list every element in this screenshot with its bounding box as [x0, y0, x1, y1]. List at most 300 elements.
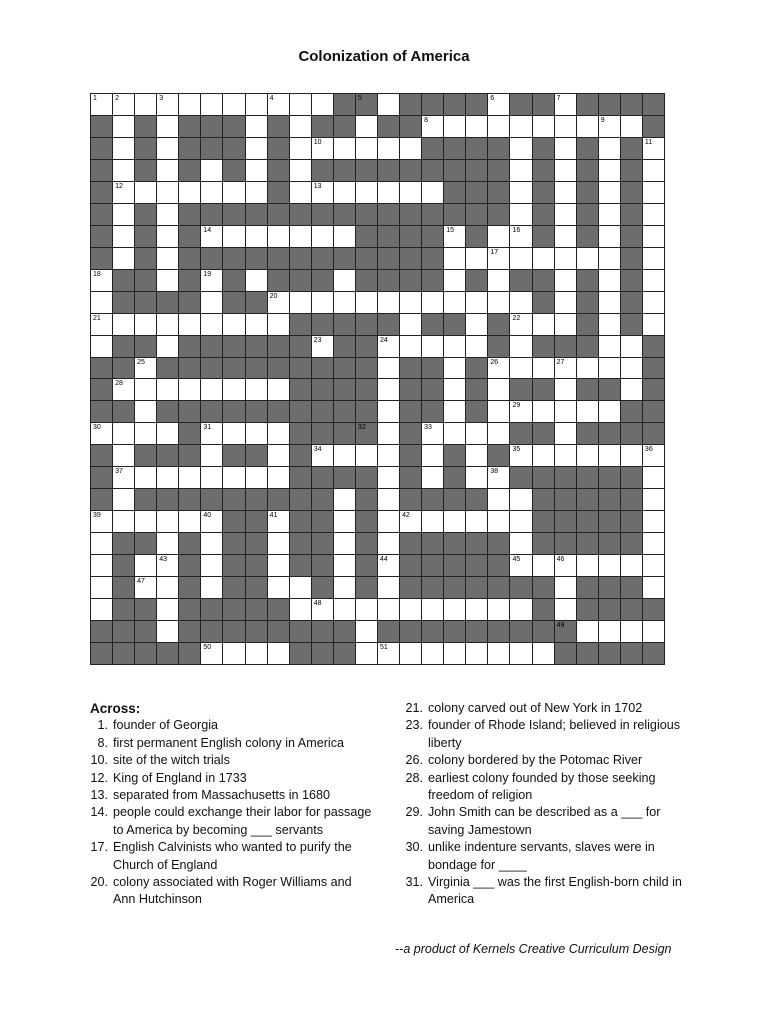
- crossword-cell[interactable]: [444, 292, 465, 313]
- crossword-cell[interactable]: [422, 445, 443, 466]
- crossword-cell[interactable]: [422, 336, 443, 357]
- crossword-cell[interactable]: [268, 511, 289, 532]
- crossword-cell[interactable]: [268, 445, 289, 466]
- crossword-cell[interactable]: [290, 182, 311, 203]
- crossword-cell[interactable]: [290, 116, 311, 137]
- crossword-cell[interactable]: [91, 511, 112, 532]
- crossword-cell[interactable]: [91, 577, 112, 598]
- crossword-cell[interactable]: [246, 270, 267, 291]
- crossword-cell[interactable]: [510, 358, 531, 379]
- crossword-cell[interactable]: [488, 94, 509, 115]
- crossword-cell[interactable]: [643, 204, 664, 225]
- crossword-cell[interactable]: [444, 336, 465, 357]
- crossword-cell[interactable]: [643, 248, 664, 269]
- crossword-cell[interactable]: [533, 358, 554, 379]
- crossword-cell[interactable]: [268, 533, 289, 554]
- crossword-cell[interactable]: [533, 116, 554, 137]
- crossword-cell[interactable]: [599, 621, 620, 642]
- crossword-cell[interactable]: [510, 511, 531, 532]
- crossword-cell[interactable]: [599, 336, 620, 357]
- crossword-cell[interactable]: [201, 555, 222, 576]
- crossword-cell[interactable]: [444, 599, 465, 620]
- crossword-cell[interactable]: [422, 423, 443, 444]
- crossword-cell[interactable]: [599, 248, 620, 269]
- crossword-cell[interactable]: [135, 379, 156, 400]
- crossword-cell[interactable]: [599, 116, 620, 137]
- crossword-cell[interactable]: [223, 314, 244, 335]
- crossword-cell[interactable]: [444, 423, 465, 444]
- crossword-cell[interactable]: [157, 94, 178, 115]
- crossword-cell[interactable]: [179, 379, 200, 400]
- crossword-cell[interactable]: [643, 445, 664, 466]
- crossword-cell[interactable]: [157, 248, 178, 269]
- crossword-cell[interactable]: [201, 533, 222, 554]
- crossword-cell[interactable]: [510, 204, 531, 225]
- crossword-cell[interactable]: [334, 533, 355, 554]
- crossword-cell[interactable]: [599, 358, 620, 379]
- crossword-cell[interactable]: [113, 511, 134, 532]
- crossword-cell[interactable]: [378, 182, 399, 203]
- crossword-cell[interactable]: [577, 555, 598, 576]
- crossword-cell[interactable]: [113, 94, 134, 115]
- crossword-cell[interactable]: [488, 226, 509, 247]
- crossword-cell[interactable]: [621, 621, 642, 642]
- crossword-cell[interactable]: [378, 445, 399, 466]
- crossword-cell[interactable]: [400, 336, 421, 357]
- crossword-cell[interactable]: [268, 314, 289, 335]
- crossword-cell[interactable]: [290, 577, 311, 598]
- crossword-cell[interactable]: [135, 423, 156, 444]
- crossword-cell[interactable]: [466, 314, 487, 335]
- crossword-cell[interactable]: [334, 292, 355, 313]
- crossword-cell[interactable]: [157, 555, 178, 576]
- crossword-cell[interactable]: [113, 204, 134, 225]
- crossword-cell[interactable]: [621, 116, 642, 137]
- crossword-cell[interactable]: [555, 160, 576, 181]
- crossword-cell[interactable]: [488, 270, 509, 291]
- crossword-cell[interactable]: [135, 511, 156, 532]
- crossword-cell[interactable]: [643, 555, 664, 576]
- crossword-cell[interactable]: [466, 292, 487, 313]
- crossword-cell[interactable]: [510, 138, 531, 159]
- crossword-cell[interactable]: [533, 401, 554, 422]
- crossword-cell[interactable]: [201, 292, 222, 313]
- crossword-cell[interactable]: [555, 116, 576, 137]
- crossword-cell[interactable]: [356, 116, 377, 137]
- crossword-cell[interactable]: [113, 489, 134, 510]
- crossword-cell[interactable]: [488, 467, 509, 488]
- crossword-cell[interactable]: [201, 577, 222, 598]
- crossword-cell[interactable]: [400, 314, 421, 335]
- crossword-cell[interactable]: [312, 182, 333, 203]
- crossword-cell[interactable]: [643, 489, 664, 510]
- crossword-cell[interactable]: [643, 314, 664, 335]
- crossword-cell[interactable]: [334, 226, 355, 247]
- crossword-cell[interactable]: [599, 204, 620, 225]
- crossword-cell[interactable]: [113, 116, 134, 137]
- crossword-cell[interactable]: [157, 204, 178, 225]
- crossword-cell[interactable]: [91, 599, 112, 620]
- crossword-cell[interactable]: [268, 94, 289, 115]
- crossword-cell[interactable]: [643, 138, 664, 159]
- crossword-cell[interactable]: [577, 248, 598, 269]
- crossword-cell[interactable]: [555, 379, 576, 400]
- crossword-cell[interactable]: [223, 379, 244, 400]
- crossword-cell[interactable]: [356, 138, 377, 159]
- crossword-cell[interactable]: [643, 292, 664, 313]
- crossword-cell[interactable]: [246, 138, 267, 159]
- crossword-cell[interactable]: [510, 599, 531, 620]
- crossword-cell[interactable]: [599, 182, 620, 203]
- crossword-cell[interactable]: [488, 599, 509, 620]
- crossword-cell[interactable]: [268, 577, 289, 598]
- crossword-cell[interactable]: [201, 226, 222, 247]
- crossword-cell[interactable]: [643, 160, 664, 181]
- crossword-cell[interactable]: [113, 160, 134, 181]
- crossword-cell[interactable]: [510, 248, 531, 269]
- crossword-cell[interactable]: [621, 555, 642, 576]
- crossword-cell[interactable]: [533, 248, 554, 269]
- crossword-cell[interactable]: [555, 555, 576, 576]
- crossword-cell[interactable]: [246, 467, 267, 488]
- crossword-cell[interactable]: [157, 226, 178, 247]
- crossword-cell[interactable]: [223, 643, 244, 664]
- crossword-cell[interactable]: [555, 577, 576, 598]
- crossword-cell[interactable]: [643, 621, 664, 642]
- crossword-cell[interactable]: [290, 94, 311, 115]
- crossword-cell[interactable]: [223, 182, 244, 203]
- crossword-cell[interactable]: [91, 336, 112, 357]
- crossword-cell[interactable]: [577, 116, 598, 137]
- crossword-cell[interactable]: [157, 533, 178, 554]
- crossword-cell[interactable]: [201, 445, 222, 466]
- crossword-cell[interactable]: [113, 314, 134, 335]
- crossword-cell[interactable]: [246, 94, 267, 115]
- crossword-cell[interactable]: [135, 401, 156, 422]
- crossword-cell[interactable]: [246, 226, 267, 247]
- crossword-cell[interactable]: [135, 182, 156, 203]
- crossword-cell[interactable]: [400, 138, 421, 159]
- crossword-cell[interactable]: [510, 555, 531, 576]
- crossword-cell[interactable]: [643, 577, 664, 598]
- crossword-cell[interactable]: [466, 599, 487, 620]
- crossword-cell[interactable]: [577, 358, 598, 379]
- crossword-cell[interactable]: [135, 577, 156, 598]
- crossword-cell[interactable]: [246, 314, 267, 335]
- crossword-cell[interactable]: [201, 423, 222, 444]
- crossword-cell[interactable]: [533, 445, 554, 466]
- crossword-cell[interactable]: [157, 270, 178, 291]
- crossword-cell[interactable]: [643, 533, 664, 554]
- crossword-cell[interactable]: [378, 533, 399, 554]
- crossword-cell[interactable]: [91, 292, 112, 313]
- crossword-cell[interactable]: [466, 445, 487, 466]
- crossword-cell[interactable]: [334, 182, 355, 203]
- crossword-cell[interactable]: [466, 336, 487, 357]
- crossword-cell[interactable]: [422, 116, 443, 137]
- crossword-cell[interactable]: [533, 555, 554, 576]
- crossword-cell[interactable]: [643, 511, 664, 532]
- crossword-cell[interactable]: [510, 489, 531, 510]
- crossword-cell[interactable]: [466, 643, 487, 664]
- crossword-cell[interactable]: [312, 94, 333, 115]
- crossword-cell[interactable]: [113, 182, 134, 203]
- crossword-cell[interactable]: [334, 270, 355, 291]
- crossword-cell[interactable]: [400, 643, 421, 664]
- crossword-cell[interactable]: [113, 248, 134, 269]
- crossword-cell[interactable]: [555, 423, 576, 444]
- crossword-cell[interactable]: [290, 226, 311, 247]
- crossword-cell[interactable]: [179, 94, 200, 115]
- crossword-cell[interactable]: [621, 336, 642, 357]
- crossword-cell[interactable]: [201, 643, 222, 664]
- crossword-cell[interactable]: [400, 599, 421, 620]
- crossword-cell[interactable]: [157, 599, 178, 620]
- crossword-cell[interactable]: [290, 138, 311, 159]
- crossword-cell[interactable]: [599, 226, 620, 247]
- crossword-cell[interactable]: [599, 292, 620, 313]
- crossword-cell[interactable]: [91, 555, 112, 576]
- crossword-cell[interactable]: [113, 445, 134, 466]
- crossword-cell[interactable]: [135, 94, 156, 115]
- crossword-cell[interactable]: [268, 226, 289, 247]
- crossword-cell[interactable]: [334, 511, 355, 532]
- crossword-cell[interactable]: [444, 270, 465, 291]
- crossword-cell[interactable]: [488, 489, 509, 510]
- crossword-cell[interactable]: [157, 160, 178, 181]
- crossword-cell[interactable]: [577, 621, 598, 642]
- crossword-cell[interactable]: [555, 248, 576, 269]
- crossword-cell[interactable]: [643, 182, 664, 203]
- crossword-cell[interactable]: [135, 467, 156, 488]
- crossword-cell[interactable]: [488, 423, 509, 444]
- crossword-cell[interactable]: [599, 445, 620, 466]
- crossword-cell[interactable]: [555, 94, 576, 115]
- crossword-cell[interactable]: [179, 467, 200, 488]
- crossword-cell[interactable]: [157, 423, 178, 444]
- crossword-cell[interactable]: [334, 445, 355, 466]
- crossword-cell[interactable]: [510, 643, 531, 664]
- crossword-cell[interactable]: [488, 358, 509, 379]
- crossword-cell[interactable]: [312, 599, 333, 620]
- crossword-cell[interactable]: [157, 577, 178, 598]
- crossword-cell[interactable]: [555, 445, 576, 466]
- crossword-cell[interactable]: [268, 467, 289, 488]
- crossword-cell[interactable]: [157, 511, 178, 532]
- crossword-cell[interactable]: [201, 94, 222, 115]
- crossword-cell[interactable]: [488, 379, 509, 400]
- crossword-cell[interactable]: [378, 555, 399, 576]
- crossword-cell[interactable]: [422, 643, 443, 664]
- crossword-cell[interactable]: [555, 599, 576, 620]
- crossword-cell[interactable]: [400, 182, 421, 203]
- crossword-cell[interactable]: [378, 358, 399, 379]
- crossword-cell[interactable]: [179, 314, 200, 335]
- crossword-cell[interactable]: [488, 643, 509, 664]
- crossword-cell[interactable]: [422, 182, 443, 203]
- crossword-cell[interactable]: [555, 204, 576, 225]
- crossword-cell[interactable]: [555, 226, 576, 247]
- crossword-cell[interactable]: [555, 358, 576, 379]
- crossword-cell[interactable]: [246, 379, 267, 400]
- crossword-cell[interactable]: [334, 138, 355, 159]
- crossword-cell[interactable]: [91, 270, 112, 291]
- crossword-cell[interactable]: [378, 138, 399, 159]
- crossword-cell[interactable]: [268, 643, 289, 664]
- crossword-cell[interactable]: [599, 160, 620, 181]
- crossword-cell[interactable]: [201, 314, 222, 335]
- crossword-cell[interactable]: [510, 292, 531, 313]
- crossword-cell[interactable]: [466, 116, 487, 137]
- crossword-cell[interactable]: [466, 511, 487, 532]
- crossword-cell[interactable]: [378, 643, 399, 664]
- crossword-cell[interactable]: [312, 445, 333, 466]
- crossword-cell[interactable]: [157, 314, 178, 335]
- crossword-cell[interactable]: [510, 401, 531, 422]
- crossword-cell[interactable]: [135, 314, 156, 335]
- crossword-cell[interactable]: [157, 621, 178, 642]
- crossword-cell[interactable]: [378, 489, 399, 510]
- crossword-cell[interactable]: [113, 138, 134, 159]
- crossword-cell[interactable]: [157, 116, 178, 137]
- crossword-cell[interactable]: [356, 643, 377, 664]
- crossword-cell[interactable]: [643, 467, 664, 488]
- crossword-cell[interactable]: [643, 270, 664, 291]
- crossword-cell[interactable]: [378, 511, 399, 532]
- crossword-cell[interactable]: [157, 379, 178, 400]
- crossword-cell[interactable]: [201, 270, 222, 291]
- crossword-cell[interactable]: [135, 555, 156, 576]
- crossword-cell[interactable]: [378, 292, 399, 313]
- crossword-cell[interactable]: [510, 226, 531, 247]
- crossword-cell[interactable]: [356, 599, 377, 620]
- crossword-cell[interactable]: [533, 643, 554, 664]
- crossword-cell[interactable]: [621, 358, 642, 379]
- crossword-cell[interactable]: [444, 226, 465, 247]
- crossword-cell[interactable]: [378, 336, 399, 357]
- crossword-cell[interactable]: [510, 445, 531, 466]
- crossword-cell[interactable]: [555, 182, 576, 203]
- crossword-cell[interactable]: [488, 511, 509, 532]
- crossword-cell[interactable]: [223, 423, 244, 444]
- crossword-cell[interactable]: [378, 599, 399, 620]
- crossword-cell[interactable]: [312, 226, 333, 247]
- crossword-cell[interactable]: [488, 248, 509, 269]
- crossword-cell[interactable]: [378, 401, 399, 422]
- crossword-cell[interactable]: [223, 467, 244, 488]
- crossword-cell[interactable]: [555, 401, 576, 422]
- crossword-cell[interactable]: [223, 226, 244, 247]
- crossword-cell[interactable]: [91, 314, 112, 335]
- crossword-cell[interactable]: [422, 292, 443, 313]
- crossword-cell[interactable]: [621, 445, 642, 466]
- crossword-cell[interactable]: [555, 270, 576, 291]
- crossword-cell[interactable]: [422, 467, 443, 488]
- crossword-cell[interactable]: [312, 138, 333, 159]
- crossword-cell[interactable]: [555, 292, 576, 313]
- crossword-cell[interactable]: [599, 270, 620, 291]
- crossword-cell[interactable]: [268, 292, 289, 313]
- crossword-cell[interactable]: [510, 182, 531, 203]
- crossword-cell[interactable]: [334, 489, 355, 510]
- crossword-cell[interactable]: [201, 511, 222, 532]
- crossword-cell[interactable]: [268, 423, 289, 444]
- crossword-cell[interactable]: [444, 248, 465, 269]
- crossword-cell[interactable]: [378, 577, 399, 598]
- crossword-cell[interactable]: [378, 467, 399, 488]
- crossword-cell[interactable]: [334, 577, 355, 598]
- crossword-cell[interactable]: [466, 467, 487, 488]
- crossword-cell[interactable]: [356, 621, 377, 642]
- crossword-cell[interactable]: [91, 423, 112, 444]
- crossword-cell[interactable]: [444, 401, 465, 422]
- crossword-cell[interactable]: [157, 138, 178, 159]
- crossword-cell[interactable]: [113, 226, 134, 247]
- crossword-cell[interactable]: [400, 292, 421, 313]
- crossword-cell[interactable]: [223, 94, 244, 115]
- crossword-cell[interactable]: [157, 336, 178, 357]
- crossword-cell[interactable]: [356, 182, 377, 203]
- crossword-cell[interactable]: [290, 599, 311, 620]
- crossword-cell[interactable]: [113, 379, 134, 400]
- crossword-cell[interactable]: [312, 292, 333, 313]
- crossword-cell[interactable]: [577, 445, 598, 466]
- crossword-cell[interactable]: [91, 94, 112, 115]
- crossword-cell[interactable]: [290, 292, 311, 313]
- crossword-cell[interactable]: [444, 116, 465, 137]
- crossword-cell[interactable]: [422, 599, 443, 620]
- crossword-cell[interactable]: [290, 160, 311, 181]
- crossword-cell[interactable]: [201, 379, 222, 400]
- crossword-cell[interactable]: [356, 445, 377, 466]
- crossword-cell[interactable]: [246, 160, 267, 181]
- crossword-cell[interactable]: [488, 292, 509, 313]
- crossword-cell[interactable]: [444, 379, 465, 400]
- crossword-cell[interactable]: [356, 292, 377, 313]
- crossword-cell[interactable]: [312, 336, 333, 357]
- crossword-cell[interactable]: [444, 511, 465, 532]
- crossword-cell[interactable]: [510, 160, 531, 181]
- crossword-cell[interactable]: [268, 555, 289, 576]
- crossword-cell[interactable]: [157, 467, 178, 488]
- crossword-cell[interactable]: [179, 182, 200, 203]
- crossword-cell[interactable]: [378, 94, 399, 115]
- crossword-cell[interactable]: [268, 379, 289, 400]
- crossword-cell[interactable]: [201, 467, 222, 488]
- crossword-cell[interactable]: [555, 138, 576, 159]
- crossword-cell[interactable]: [444, 358, 465, 379]
- crossword-cell[interactable]: [466, 248, 487, 269]
- crossword-cell[interactable]: [135, 358, 156, 379]
- crossword-cell[interactable]: [378, 379, 399, 400]
- crossword-cell[interactable]: [378, 423, 399, 444]
- crossword-cell[interactable]: [246, 182, 267, 203]
- crossword-cell[interactable]: [510, 116, 531, 137]
- crossword-cell[interactable]: [577, 401, 598, 422]
- crossword-cell[interactable]: [510, 314, 531, 335]
- crossword-cell[interactable]: [599, 555, 620, 576]
- crossword-cell[interactable]: [91, 533, 112, 554]
- crossword-cell[interactable]: [621, 379, 642, 400]
- crossword-cell[interactable]: [113, 467, 134, 488]
- crossword-cell[interactable]: [113, 423, 134, 444]
- crossword-cell[interactable]: [643, 226, 664, 247]
- crossword-cell[interactable]: [599, 314, 620, 335]
- crossword-cell[interactable]: [246, 116, 267, 137]
- crossword-cell[interactable]: [201, 160, 222, 181]
- crossword-cell[interactable]: [334, 555, 355, 576]
- crossword-cell[interactable]: [157, 182, 178, 203]
